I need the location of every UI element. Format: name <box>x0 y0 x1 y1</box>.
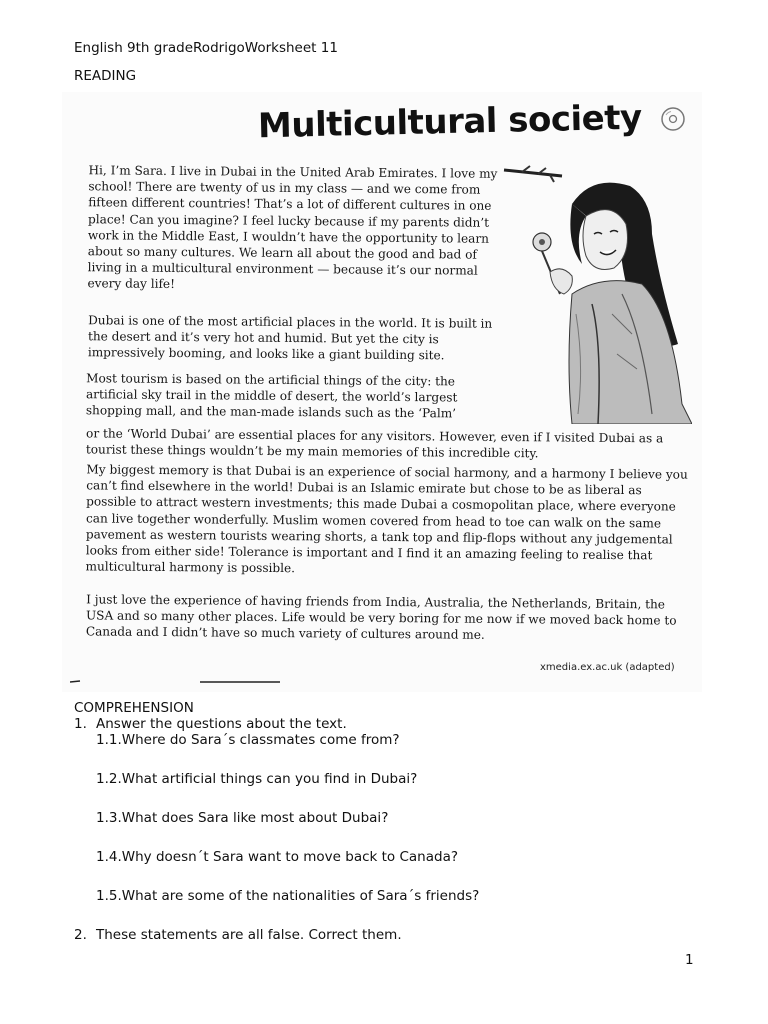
question-number: 1. <box>74 716 87 732</box>
scan-artifact-line <box>70 680 280 684</box>
article-paragraph: or the ‘World Dubai’ are essential places for any visitors. However, even if I visited Dubai as a tourist these things wouldn’t be my main memories of this incredible city. <box>85 426 664 461</box>
cd-audio-icon <box>660 106 686 132</box>
sub-question: 1.5.What are some of the nationalities of Sara´s friends? <box>96 888 480 904</box>
page-number: 1 <box>685 952 694 968</box>
comprehension-title: COMPREHENSION <box>74 700 194 716</box>
section-label-reading: READING <box>74 68 137 84</box>
question-number: 2. <box>74 927 87 943</box>
article-scan <box>62 92 702 692</box>
worksheet-header: English 9th gradeRodrigoWorksheet 11 <box>74 40 338 56</box>
question-text: Answer the questions about the text. <box>96 716 347 732</box>
sub-question: 1.1.Where do Sara´s classmates come from? <box>96 732 400 748</box>
article-paragraph: Most tourism is based on the artificial things of the city: the artificial sky trail in the middle of desert, the world’s largest shopping mall, and the man-made islands such as the ‘Palm’ <box>85 371 458 421</box>
comprehension-section <box>74 700 714 943</box>
sub-question: 1.3.What does Sara like most about Dubai? <box>96 810 389 826</box>
source-credit: xmedia.ex.ac.uk (adapted) <box>540 662 675 673</box>
girl-photo <box>502 164 692 424</box>
question-1 <box>74 716 714 732</box>
article-paragraph: Dubai is one of the most artificial places in the world. It is built in the desert and it’s very hot and humid. But yet the city is impressively booming, and looks like a giant building site. <box>87 313 493 363</box>
question-2 <box>74 927 714 943</box>
article-paragraph: I just love the experience of having friends from India, Australia, the Netherlands, Britain, the USA and so many other places. Life would be very boring for me now if we moved back home to Canada and I didn’t have so much variety of cultures around me. <box>85 592 677 643</box>
article-paragraph: My biggest memory is that Dubai is an experience of social harmony, and a harmony I believe you can’t find elsewhere in the world! Dubai is an Islamic emirate but chose to be as liberal as possible to attract western investments; this made Dubai a cosmopolitan place, where everyone can live together wonderfully. Muslim women covered from head to toe can walk on the same pavement as western tourists wearing shorts, a tank top and flip-flops without any judgemental looks from either side! Tolerance is important and I find it an amazing feeling to realise that multicultural harmony is possible. <box>85 462 688 576</box>
sub-question: 1.2.What artificial things can you find in Dubai? <box>96 771 418 787</box>
sub-question: 1.4.Why doesn´t Sara want to move back to Canada? <box>96 849 459 865</box>
question-text: These statements are all false. Correct them. <box>96 927 402 943</box>
article-title: Multicultural society <box>257 97 643 147</box>
article-paragraph: Hi, I’m Sara. I live in Dubai in the United Arab Emirates. I love my school! There are twenty of us in my class — and we come from fifteen different countries! That’s a lot of different cultures in one place! Can you imagine? I feel lucky because if my parents didn’t work in the Middle East, I wouldn’t have the opportunity to learn about so many cultures. We learn all about the good and bad of living in a multicultural environment — because it’s our normal every day life! <box>87 163 498 292</box>
